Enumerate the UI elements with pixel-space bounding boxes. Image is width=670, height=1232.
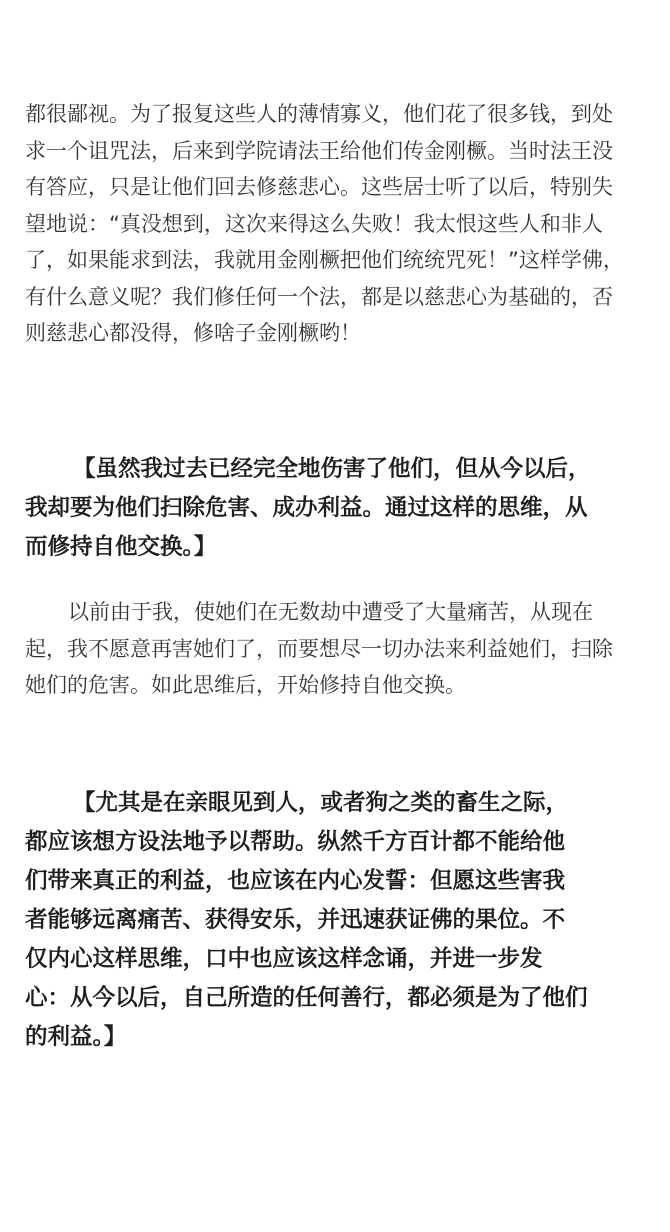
text-line: 起，我不愿意再害她们了，而要想尽一切办法来利益她们，扫除 [25, 636, 613, 661]
verse-line: 仅内心这样思维，口中也应该这样念诵，并进一步发 [25, 946, 543, 972]
text-line: 有什么意义呢？我们修任何一个法，都是以慈悲心为基础的，否 [25, 284, 613, 309]
verse-line: 而修持自他交换。】 [25, 534, 217, 560]
commentary-paragraph-2 [25, 594, 645, 704]
text-line: 以前由于我，使她们在无数劫中遭受了大量痛苦，从现在 [68, 600, 593, 624]
verse-line: 我却要为他们扫除危害、成办利益。通过这样的思维，从 [25, 495, 588, 521]
text-line: 则慈悲心都没得，修啥子金刚橛哟！ [25, 321, 361, 345]
verse-line: 【尤其是在亲眼见到人，或者狗之类的畜生之际， [73, 790, 569, 816]
verse-line: 们带来真正的利益，也应该在内心发誓：但愿这些害我 [25, 868, 566, 894]
text-line: 望地说：“真没想到，这次来得这么失败！我太恨这些人和非人 [25, 211, 603, 236]
text-line: 了，如果能求到法，我就用金刚橛把他们统统咒死！”这样学佛， [25, 248, 624, 272]
text-line: 求一个诅咒法，后来到学院请法王给他们传金刚橛。当时法王没 [25, 138, 613, 163]
verse-line: 的利益。】 [25, 1024, 127, 1050]
verse-paragraph-1 [25, 450, 645, 567]
text-line: 都很鄙视。为了报复这些人的薄情寡义，他们花了很多钱，到处 [25, 102, 613, 126]
verse-line: 【虽然我过去已经完全地伤害了他们，但从今以后， [73, 456, 591, 482]
verse-line: 都应该想方设法地予以帮助。纵然千方百计都不能给他 [25, 829, 566, 855]
text-line: 有答应，只是让他们回去修慈悲心。这些居士听了以后，特别失 [25, 175, 613, 199]
verse-paragraph-2 [25, 784, 645, 1057]
verse-line: 心：从今以后，自己所造的任何善行，都必须是为了他们 [25, 985, 588, 1011]
commentary-paragraph-1 [25, 96, 645, 352]
verse-line: 者能够远离痛苦、获得安乐，并迅速获证佛的果位。不 [25, 907, 566, 933]
text-line: 她们的危害。如此思维后，开始修持自他交换。 [25, 673, 466, 697]
